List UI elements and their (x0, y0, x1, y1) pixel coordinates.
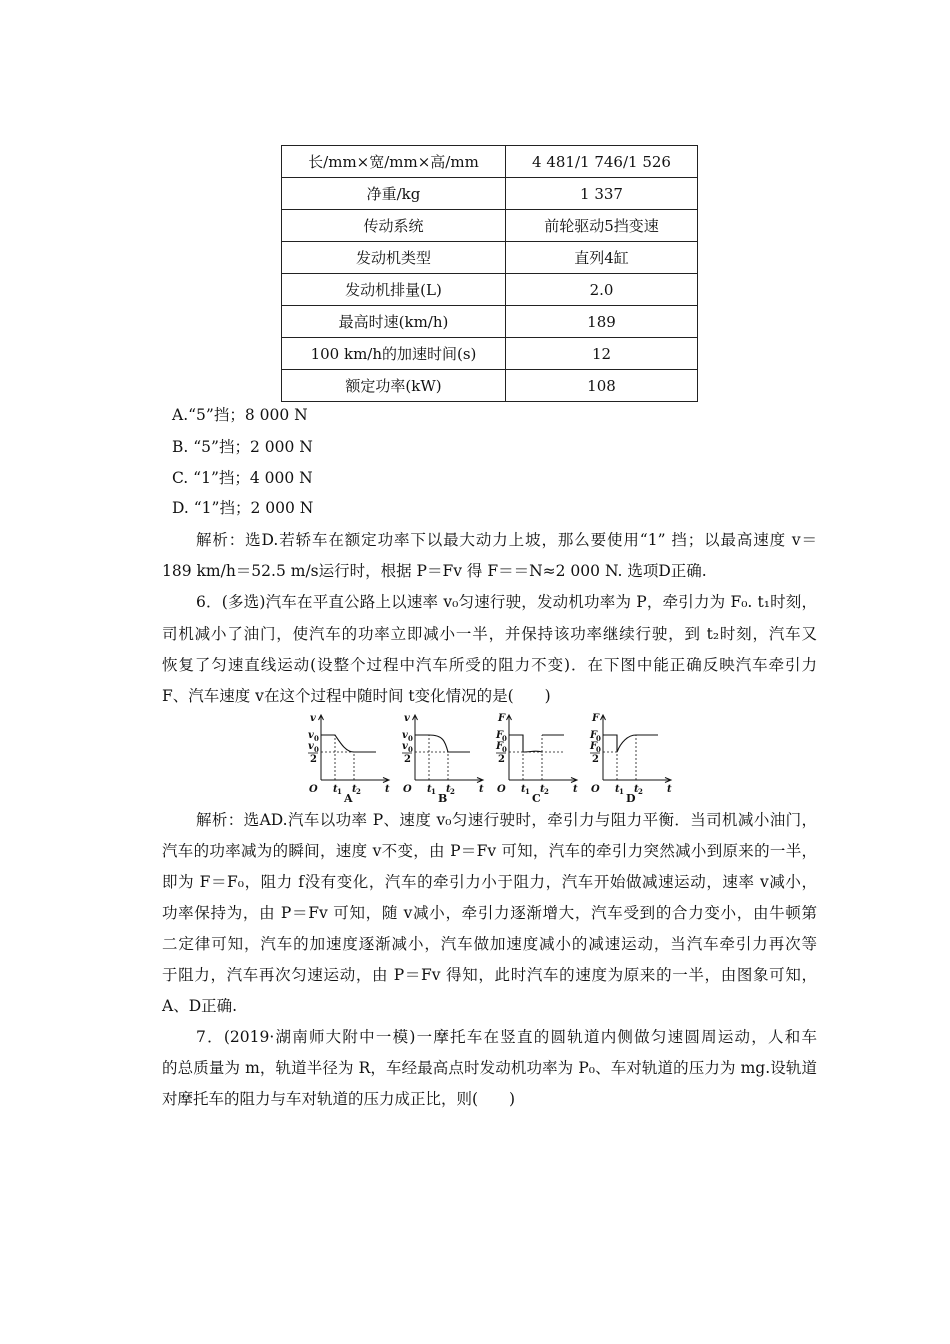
t2-subscript: 2 (544, 787, 549, 796)
t1-subscript: 1 (337, 787, 342, 796)
axis-label: F (498, 713, 506, 724)
level-subscript: 0 (314, 734, 319, 743)
t1-label: t (427, 784, 432, 795)
q6-question-line: 恢复了匀速直线运动(设整个过程中汽车所受的阻力不变)．在下图中能正确反映汽车牵引力 (162, 656, 817, 674)
half-label: v (402, 741, 408, 752)
t1-label: t (333, 784, 338, 795)
panel-letter: C (532, 792, 541, 804)
t2-label: t (634, 784, 639, 795)
level-subscript: 0 (408, 734, 413, 743)
spec-key: 额定功率(kW) (282, 370, 506, 402)
t-axis-label: t (479, 784, 484, 795)
level-subscript: 0 (596, 734, 601, 743)
q6-solution-line: 即为 F＝F₀，阻力 f没有变化，汽车的牵引力小于阻力，汽车开始做减速运动，速率 v减小， (162, 873, 817, 891)
origin-label: O (309, 784, 318, 795)
panel-letter: D (626, 792, 636, 804)
t1-label: t (521, 784, 526, 795)
spec-key: 发动机排量(L) (282, 274, 506, 306)
q6-solution-line: A、D正确. (162, 997, 238, 1015)
spec-value: 1 337 (506, 178, 698, 210)
graph-curve (509, 735, 564, 752)
t2-subscript: 2 (450, 787, 455, 796)
spec-key: 净重/kg (282, 178, 506, 210)
spec-value: 4 481/1 746/1 526 (506, 146, 698, 178)
t1-label: t (615, 784, 620, 795)
spec-key: 传动系统 (282, 210, 506, 242)
graph-curve (321, 735, 376, 752)
panel-letter: A (344, 792, 353, 804)
q5-option-d: D. “1”挡；2 000 N (172, 499, 314, 517)
t2-label: t (352, 784, 357, 795)
half-label: v (308, 741, 314, 752)
q5-option-c: C. “1”挡；4 000 N (172, 469, 313, 487)
q6-question-line: F、汽车速度 v在这个过程中随时间 t变化情况的是( ) (162, 687, 551, 705)
t-axis-label: t (385, 784, 390, 795)
t1-subscript: 1 (619, 787, 624, 796)
level-label: F (590, 730, 598, 741)
axis-label: v (404, 713, 410, 724)
q5-option-a: A.“5”挡；8 000 N (172, 406, 308, 424)
q7-question-line: 的总质量为 m，轨道半径为 R，车经最高点时发动机功率为 P₀、车对轨道的压力为 mg.设轨道 (162, 1059, 817, 1077)
spec-value: 直列4缸 (506, 242, 698, 274)
half-subscript: 0 (314, 745, 319, 754)
q6-solution-line: 于阻力，汽车再次匀速运动，由 P＝Fv 得知，此时汽车的速度为原来的一半，由图象可知， (162, 966, 817, 984)
t2-label: t (446, 784, 451, 795)
graphs-svg (306, 710, 678, 804)
level-label: v (402, 730, 408, 741)
spec-value: 108 (506, 370, 698, 402)
table-row (282, 370, 698, 402)
q5-option-b: B. “5”挡；2 000 N (172, 438, 313, 456)
spec-key: 发动机类型 (282, 242, 506, 274)
table-row (282, 306, 698, 338)
t2-label: t (540, 784, 545, 795)
t-axis-label: t (573, 784, 578, 795)
panel-letter: B (438, 792, 448, 804)
spec-value: 2.0 (506, 274, 698, 306)
table-row (282, 146, 698, 178)
half-denominator: 2 (310, 754, 317, 765)
half-subscript: 0 (502, 745, 507, 754)
table-row (282, 242, 698, 274)
q7-question-line: 对摩托车的阻力与车对轨道的压力成正比，则( ) (162, 1090, 516, 1108)
spec-key: 100 km/h的加速时间(s) (282, 338, 506, 370)
half-label: F (496, 741, 504, 752)
t2-subscript: 2 (356, 787, 361, 796)
half-subscript: 0 (408, 745, 413, 754)
q7-question-line: 7．(2019·湖南师大附中一模)一摩托车在竖直的圆轨道内侧做匀速圆周运动，人和车 (196, 1028, 817, 1046)
q6-solution-line: 汽车的功率减为的瞬间，速度 v不变，由 P＝Fv 可知，汽车的牵引力突然减小到原来的一半， (162, 842, 817, 860)
q6-solution-line: 功率保持为，由 P＝Fv 可知，随 v减小，牵引力逐渐增大，汽车受到的合力变小，由牛顿第 (162, 904, 817, 922)
spec-key: 长/mm×宽/mm×高/mm (282, 146, 506, 178)
spec-table (281, 145, 698, 402)
q6-solution-line: 解析：选AD.汽车以功率 P、速度 v₀匀速行驶时，牵引力与阻力平衡．当司机减小油门， (196, 811, 817, 829)
table-row (282, 178, 698, 210)
axis-label: F (592, 713, 600, 724)
graph-curve (603, 735, 658, 752)
spec-value: 前轮驱动5挡变速 (506, 210, 698, 242)
q6-graphs-figure (306, 710, 678, 804)
t1-subscript: 1 (525, 787, 530, 796)
t1-subscript: 1 (431, 787, 436, 796)
q6-solution-line: 二定律可知，汽车的加速度逐渐减小，汽车做加速度减小的减速运动，当汽车牵引力再次等 (162, 935, 817, 953)
q5-solution-line: 189 km/h＝52.5 m/s运行时，根据 P＝Fv 得 F＝＝N≈2 000 N. 选项D正确. (162, 562, 707, 580)
spec-value: 189 (506, 306, 698, 338)
origin-label: O (403, 784, 412, 795)
half-denominator: 2 (498, 754, 505, 765)
axis-label: v (310, 713, 316, 724)
half-subscript: 0 (596, 745, 601, 754)
graph-curve (415, 735, 470, 752)
spec-key: 最高时速(km/h) (282, 306, 506, 338)
spec-value: 12 (506, 338, 698, 370)
q6-question-line: 司机减小了油门，使汽车的功率立即减小一半，并保持该功率继续行驶，到 t₂时刻，汽车又 (162, 625, 817, 643)
table-row (282, 274, 698, 306)
table-row (282, 338, 698, 370)
level-label: F (496, 730, 504, 741)
origin-label: O (591, 784, 600, 795)
table-row (282, 210, 698, 242)
level-subscript: 0 (502, 734, 507, 743)
level-label: v (308, 730, 314, 741)
t2-subscript: 2 (638, 787, 643, 796)
half-label: F (590, 741, 598, 752)
q5-solution-line: 解析：选D.若轿车在额定功率下以最大动力上坡，那么要使用“1” 挡；以最高速度 v＝ (196, 531, 817, 549)
q6-question-line: 6．(多选)汽车在平直公路上以速率 v₀匀速行驶，发动机功率为 P，牵引力为 F₀. t₁时刻， (196, 593, 817, 611)
t-axis-label: t (667, 784, 672, 795)
half-denominator: 2 (404, 754, 411, 765)
half-denominator: 2 (592, 754, 599, 765)
origin-label: O (497, 784, 506, 795)
